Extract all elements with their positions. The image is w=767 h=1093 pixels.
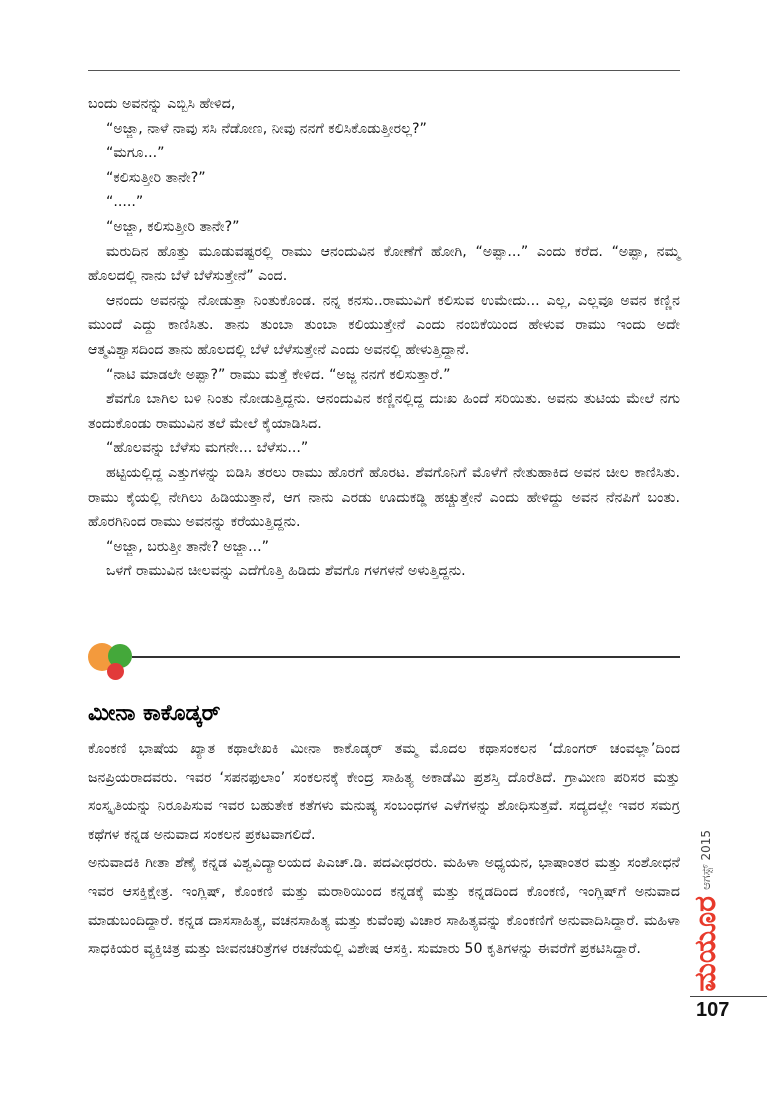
story-paragraph: “ಹೊಲವನ್ನು ಬೆಳೆಸು ಮಗನೇ... ಬೆಳೆಸು...” [106, 440, 309, 457]
page-number: 107 [696, 999, 730, 1021]
magazine-sidebar [686, 812, 726, 992]
page-number-rule [690, 996, 767, 997]
story-text [88, 92, 680, 584]
story-paragraph: “ಕಲಿಸುತ್ತೀರಿ ತಾನೇ?” [106, 169, 206, 186]
story-paragraph: ಹಟ್ಟಿಯಲ್ಲಿದ್ದ ಎತ್ತುಗಳನ್ನು ಬಿಡಿಸಿ ತರಲು ರಾಮು ಹೊರಗೆ ಹೊರಟ. ಶೆವಗೊನಿಗೆ ಮೊಳೆಗೆ ನೇತುಹಾಕಿದ ಅವನ ಚೀಲ ಕಾಣಿಸಿತು. ರಾಮು ಕೈಯಲ್ಲಿ ನೇಗಿಲು ಹಿಡಿಯುತ್ತಾನೆ, ಆಗ ನಾನು ಎರಡು ಊದುಕಡ್ಡಿ ಹಚ್ಚುತ್ತೇನೆ ಎಂದು ಹೇಳಿದ್ದು ಅವನ ನೆನಪಿಗೆ ಬಂತು. ಹೊರಗಿನಿಂದ ರಾಮು ಅವನನ್ನು ಕರೆಯುತ್ತಿದ್ದನು. [88, 464, 680, 531]
section-ornament [88, 643, 140, 685]
bio-paragraph: ಕೊಂಕಣಿ ಭಾಷೆಯ ಖ್ಯಾತ ಕಥಾಲೇಖಕಿ ಮೀನಾ ಕಾಕೊಡ್ಕರ್ ತಮ್ಮ ಮೊದಲ ಕಥಾಸಂಕಲನ ‘ದೊಂಗರ್ ಚಂವಲ್ಲಾ’ದಿಂದ ಜನಪ್ರಿಯರಾದವರು. ಇವರ ‘ಸಪನಫುಲಾಂ’ ಸಂಕಲನಕ್ಕೆ ಕೇಂದ್ರ ಸಾಹಿತ್ಯ ಅಕಾಡೆಮಿ ಪ್ರಶಸ್ತಿ ದೊರೆತಿದೆ. ಗ್ರಾಮೀಣ ಪರಿಸರ ಮತ್ತು ಸಂಸ್ಕೃತಿಯನ್ನು ನಿರೂಪಿಸುವ ಇವರ ಬಹುತೇಕ ಕತೆಗಳು ಮನುಷ್ಯ ಸಂಬಂಧಗಳ ಎಳೆಗಳನ್ನು ಶೋಧಿಸುತ್ತವೆ. ಸದ್ಯದಲ್ಲೇ ಇವರ ಸಮಗ್ರ ಕಥೆಗಳ ಕನ್ನಡ ಅನುವಾದ ಸಂಕಲನ ಪ್ರಕಟವಾಗಲಿದೆ. [88, 741, 680, 843]
story-paragraph: “ಅಜ್ಜಾ, ಕಲಿಸುತ್ತೀರಿ ತಾನೇ?” [106, 218, 240, 235]
story-paragraph: ಮರುದಿನ ಹೊತ್ತು ಮೂಡುವಷ್ಟರಲ್ಲಿ ರಾಮು ಆನಂದುವಿನ ಕೋಣೆಗೆ ಹೋಗಿ, “ಅಪ್ಪಾ...” ಎಂದು ಕರೆದ. “ಅಪ್ಪಾ, ನಮ್ಮ ಹೊಲದಲ್ಲಿ ನಾನು ಬೆಳೆ ಬೆಳೆಸುತ್ತೇನೆ” ಎಂದ. [88, 243, 680, 285]
story-paragraph: ಶೆವಗೊ ಬಾಗಿಲ ಬಳಿ ನಿಂತು ನೋಡುತ್ತಿದ್ದನು. ಆನಂದುವಿನ ಕಣ್ಣಿನಲ್ಲಿದ್ದ ದುಃಖ ಹಿಂದೆ ಸರಿಯಿತು. ಅವನು ತುಟಿಯ ಮೇಲೆ ನಗು ತಂದುಕೊಂಡು ರಾಮುವಿನ ತಲೆ ಮೇಲೆ ಕೈಯಾಡಿಸಿದ. [88, 391, 680, 432]
story-paragraph: ಬಂದು ಅವನನ್ನು ಎಬ್ಬಿಸಿ ಹೇಳಿದ, [88, 96, 236, 112]
story-paragraph: “ಅಜ್ಜಾ, ಬರುತ್ತೀ ತಾನೇ? ಅಜ್ಜಾ...” [106, 538, 270, 555]
story-paragraph: “ನಾಟಿ ಮಾಡಲೇ ಅಪ್ಪಾ?” ರಾಮು ಮತ್ತೆ ಕೇಳಿದ. “ಅಜ್ಜ ನನಗೆ ಕಲಿಸುತ್ತಾರೆ.” [106, 366, 451, 383]
top-divider [88, 70, 680, 71]
author-bio [88, 735, 680, 964]
story-paragraph: ಆನಂದು ಅವನನ್ನು ನೋಡುತ್ತಾ ನಿಂತುಕೊಂಡ. ನನ್ನ ಕನಸು..ರಾಮುವಿಗೆ ಕಲಿಸುವ ಉಮೇದು... ಎಲ್ಲ, ಎಲ್ಲವೂ ಅವನ ಕಣ್ಣಿನ ಮುಂದೆ ಎದ್ದು ಕಾಣಿಸಿತು. ತಾನು ತುಂಬಾ ತುಂಬಾ ಕಲಿಯುತ್ತೇನೆ ಎಂದು ನಂಬಿಕೆಯಿಂದ ಹೇಳುವ ರಾಮು ಇಂದು ಅದೇ ಆತ್ಮವಿಶ್ವಾಸದಿಂದ ತಾನು ಹೊಲದಲ್ಲಿ ಬೆಳೆ ಬೆಳೆಸುತ್ತೇನೆ ಎಂದು ಅವನಲ್ಲಿ ಹೇಳುತ್ತಿದ್ದಾನೆ. [88, 292, 680, 358]
red-dot [107, 663, 124, 680]
issue-date: ಆಗಸ್ಟ್ 2015 [699, 830, 713, 891]
story-paragraph: ಒಳಗೆ ರಾಮುವಿನ ಚೀಲವನ್ನು ಎದೆಗೊತ್ತಿ ಹಿಡಿದು ಶೆವಗೊ ಗಳಗಳನೆ ಅಳುತ್ತಿದ್ದನು. [106, 563, 466, 580]
author-heading: ಮೀನಾ ಕಾಕೊಡ್ಕರ್ [88, 701, 221, 726]
magazine-logo: ಮಯೂರ [688, 896, 723, 992]
story-paragraph: “ಅಜ್ಜಾ, ನಾಳೆ ನಾವು ಸಸಿ ನೆಡೋಣ, ನೀವು ನನಗೆ ಕಲಿಸಿಕೊಡುತ್ತೀರಲ್ಲ?” [106, 120, 427, 137]
section-divider [132, 656, 680, 658]
story-paragraph: “ಮಗೂ...” [106, 145, 165, 162]
story-paragraph: “.....” [106, 194, 144, 211]
bio-paragraph: ಅನುವಾದಕಿ ಗೀತಾ ಶೆಣೈ ಕನ್ನಡ ವಿಶ್ವವಿದ್ಯಾಲಯದ ಪಿಎಚ್.ಡಿ. ಪದವೀಧರರು. ಮಹಿಳಾ ಅಧ್ಯಯನ, ಭಾಷಾಂತರ ಮತ್ತು ಸಂಶೋಧನೆ ಇವರ ಆಸಕ್ತಿಕ್ಷೇತ್ರ. ಇಂಗ್ಲಿಷ್, ಕೊಂಕಣಿ ಮತ್ತು ಮರಾಠಿಯಿಂದ ಕನ್ನಡಕ್ಕೆ ಮತ್ತು ಕನ್ನಡದಿಂದ ಕೊಂಕಣಿ, ಇಂಗ್ಲಿಷ್‌ಗೆ ಅನುವಾದ ಮಾಡುಬಂದಿದ್ದಾರೆ. ಕನ್ನಡ ದಾಸಸಾಹಿತ್ಯ, ವಚನಸಾಹಿತ್ಯ ಮತ್ತು ಕುವೆಂಪು ವಿಚಾರ ಸಾಹಿತ್ಯವನ್ನು ಕೊಂಕಣಿಗೆ ಅನುವಾದಿಸಿದ್ದಾರೆ. ಮಹಿಳಾ ಸಾಧಕಿಯರ ವ್ಯಕ್ತಿಚಿತ್ರ ಮತ್ತು ಜೀವನಚರಿತ್ರೆಗಳ ರಚನೆಯಲ್ಲಿ ವಿಶೇಷ ಆಸಕ್ತಿ. ಸುಮಾರು 50 ಕೃತಿಗಳನ್ನು ಈವರೆಗೆ ಪ್ರಕಟಿಸಿದ್ದಾರೆ. [88, 855, 680, 958]
